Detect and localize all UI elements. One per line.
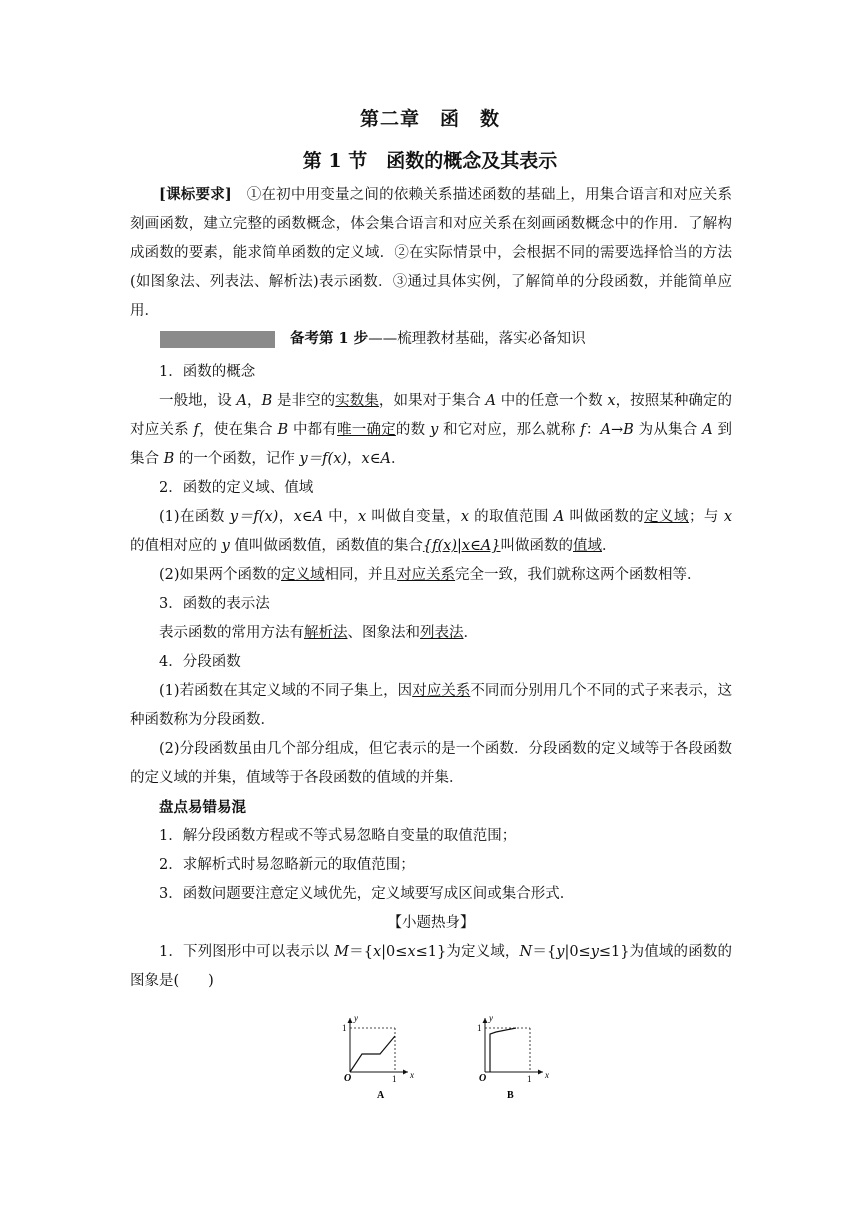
text: 和它对应，那么就称 (438, 422, 581, 438)
text: 的数 (395, 422, 431, 438)
math-expr: y＝f(x) (299, 451, 348, 467)
text: ，按照某种确定的对应关系 (130, 393, 733, 438)
text: 不同而分别用几个不同的式子来表示，这种函数称为分段函数． (130, 683, 733, 728)
math-expr: x∈A (293, 509, 324, 525)
math-var: x (723, 509, 733, 525)
math-var: A (702, 422, 713, 438)
s3-heading: 3．函数的表示法 (159, 596, 270, 612)
requirements-text: ①在初中用变量之间的依赖关系描述函数的基础上，用集合语言和对应关系刻画函数，建立完整的函数概念，体会集合语言和对应关系在刻画函数概念中的作用．了解构成函数的要素，能求简单函数的定义域．②在实际情景中，会根据不同的需要选择恰当的方法(如图象法、列表法、解析法)表示函数．③通过具体实例，了解简单的分段函数，并能简单应用． (130, 187, 732, 319)
text: ，使在集合 (199, 422, 278, 438)
s4-paragraph-2: (2)分段函数虽由几个部分组成，但它表示的是一个函数．分段函数的定义域等于各段函数的定义域的并集，值域等于各段函数的值域的并集． (130, 741, 732, 786)
x-axis-label: x (545, 1070, 549, 1080)
y-axis-label: y (354, 1013, 358, 1023)
tick-x-label: 1 (527, 1074, 532, 1084)
text: 的取值范围 (469, 509, 554, 525)
requirements-label: [课标要求] (159, 186, 232, 203)
text: |0≤ (381, 944, 408, 960)
text: 一般地，设 (159, 393, 237, 409)
s2-paragraph-2 (130, 561, 732, 590)
math-var: N (519, 944, 533, 960)
text: ，如果对于集合 (378, 393, 486, 409)
origin-label: O (479, 1073, 487, 1084)
main-content (130, 358, 732, 996)
underlined-term: 实数集 (335, 393, 379, 409)
underlined-term: 唯一确定 (337, 422, 396, 438)
math-expr: y＝f(x) (229, 509, 279, 525)
text: 中都有 (288, 422, 338, 438)
underlined-term: 定义域 (281, 567, 325, 583)
pitfalls-heading: 盘点易错易混 (159, 799, 246, 816)
text: 叫做函数的 (500, 538, 573, 554)
underlined-term: {f(x)|x∈A} (422, 538, 501, 554)
s1-heading: 1．函数的概念 (159, 364, 256, 380)
text: (1)若函数在其定义域的不同子集上，因 (159, 683, 413, 699)
underlined-term: 解析法 (304, 625, 348, 641)
pitfall-item: 3．函数问题要注意定义域优先，定义域要写成区间或集合形式． (159, 886, 575, 902)
requirements-paragraph (130, 180, 732, 326)
text: 叫做函数的 (564, 509, 645, 525)
math-var: x (607, 393, 616, 409)
x-axis-arrow-icon (538, 1070, 543, 1075)
y-axis-label: y (489, 1013, 493, 1023)
underlined-term: 值域 (573, 538, 602, 554)
chapter-title: 第二章 函 数 (359, 108, 500, 130)
graph-caption: A (377, 1090, 385, 1101)
math-var: x (460, 509, 470, 525)
x-axis-label: x (410, 1070, 414, 1080)
text: 、图象法和 (347, 625, 420, 641)
text: ， (347, 451, 362, 467)
math-var: y (556, 944, 565, 960)
warmup-heading: 【小题热身】 (387, 915, 475, 931)
text: ， (278, 509, 294, 525)
text: 的值相对应的 (130, 538, 222, 554)
text: |0≤ (564, 944, 591, 960)
graph-a (342, 1013, 414, 1101)
text: ． (602, 538, 617, 554)
tick-y-label: 1 (342, 1023, 347, 1033)
underlined-term: 对应关系 (397, 567, 456, 583)
step-banner-rest: ——梳理教材基础，落实必备知识 (368, 331, 586, 347)
math-var: y (590, 944, 599, 960)
y-axis-arrow-icon (483, 1018, 488, 1023)
math-var: x (407, 944, 416, 960)
math-var: y (221, 538, 230, 554)
text: 值叫做函数值，函数值的集合 (229, 538, 423, 554)
text: ： (585, 422, 601, 438)
text: 是非空的 (272, 393, 336, 409)
step-banner-text (290, 327, 586, 348)
math-var: B (277, 422, 289, 438)
graph-caption: B (507, 1090, 514, 1101)
answer-graphs (330, 1012, 560, 1107)
math-expr: A→B (600, 422, 634, 438)
y-axis-arrow-icon (348, 1018, 353, 1023)
text: 1．下列图形中可以表示以 (159, 944, 335, 960)
text: 中的任意一个数 (496, 393, 608, 409)
graph-b (477, 1013, 549, 1101)
text: 完全一致，我们就称这两个函数相等． (455, 567, 702, 583)
text: ；与 (688, 509, 724, 525)
graphs-svg (330, 1012, 560, 1107)
math-var: A (553, 509, 565, 525)
function-curve (490, 1028, 516, 1072)
text: 叫做自变量， (366, 509, 461, 525)
s2-paragraph-1 (130, 503, 732, 561)
question-1 (130, 938, 732, 996)
math-var: f (193, 422, 199, 438)
text: ＝{ (348, 944, 373, 960)
text: ＝{ (532, 944, 557, 960)
text: (1)在函数 (159, 509, 230, 525)
step-banner-bar (160, 331, 275, 348)
math-var: B (261, 393, 273, 409)
tick-y-label: 1 (477, 1023, 482, 1033)
text: ≤1}为值域的函数的图象是( ) (130, 944, 732, 989)
math-var: y (430, 422, 439, 438)
math-var: B (163, 451, 175, 467)
x-axis-arrow-icon (403, 1070, 408, 1075)
math-expr: x∈A (361, 451, 391, 467)
text: (2)如果两个函数的 (159, 567, 282, 583)
math-var: x (372, 944, 382, 960)
requirements-block (130, 180, 732, 326)
pitfall-item: 1．解分段函数方程或不等式易忽略自变量的取值范围； (159, 828, 517, 844)
step-banner-bold: 备考第 1 步 (290, 330, 369, 347)
text: 为从集合 (633, 422, 703, 438)
math-var: f (580, 422, 586, 438)
tick-x-label: 1 (392, 1074, 397, 1084)
math-var: A (236, 393, 247, 409)
pitfall-item: 2．求解析式时易忽略新元的取值范围； (159, 857, 415, 873)
underlined-term: 列表法 (420, 625, 464, 641)
text: 的一个函数，记作 (174, 451, 300, 467)
text: ． (463, 625, 478, 641)
text: ． (390, 451, 406, 467)
math-var: A (485, 393, 497, 409)
section-title: 第 1 节 函数的概念及其表示 (302, 150, 558, 172)
math-var: M (334, 944, 349, 960)
text: ， (246, 393, 262, 409)
s1-paragraph (130, 387, 732, 474)
s4-paragraph-1 (130, 677, 732, 735)
s2-heading: 2．函数的定义域、值域 (159, 480, 314, 496)
underlined-term: 对应关系 (412, 683, 471, 699)
s3-paragraph (130, 619, 732, 648)
text: ≤1}为定义域， (415, 944, 520, 960)
math-var: x (358, 509, 367, 525)
text: 到集合 (130, 422, 733, 467)
text: 相同，并且 (324, 567, 398, 583)
origin-label: O (344, 1073, 352, 1084)
underlined-term: 定义域 (644, 509, 689, 525)
text: 表示函数的常用方法有 (159, 625, 304, 641)
text: 中， (323, 509, 359, 525)
s4-heading: 4．分段函数 (159, 654, 241, 670)
function-curve (350, 1036, 395, 1072)
